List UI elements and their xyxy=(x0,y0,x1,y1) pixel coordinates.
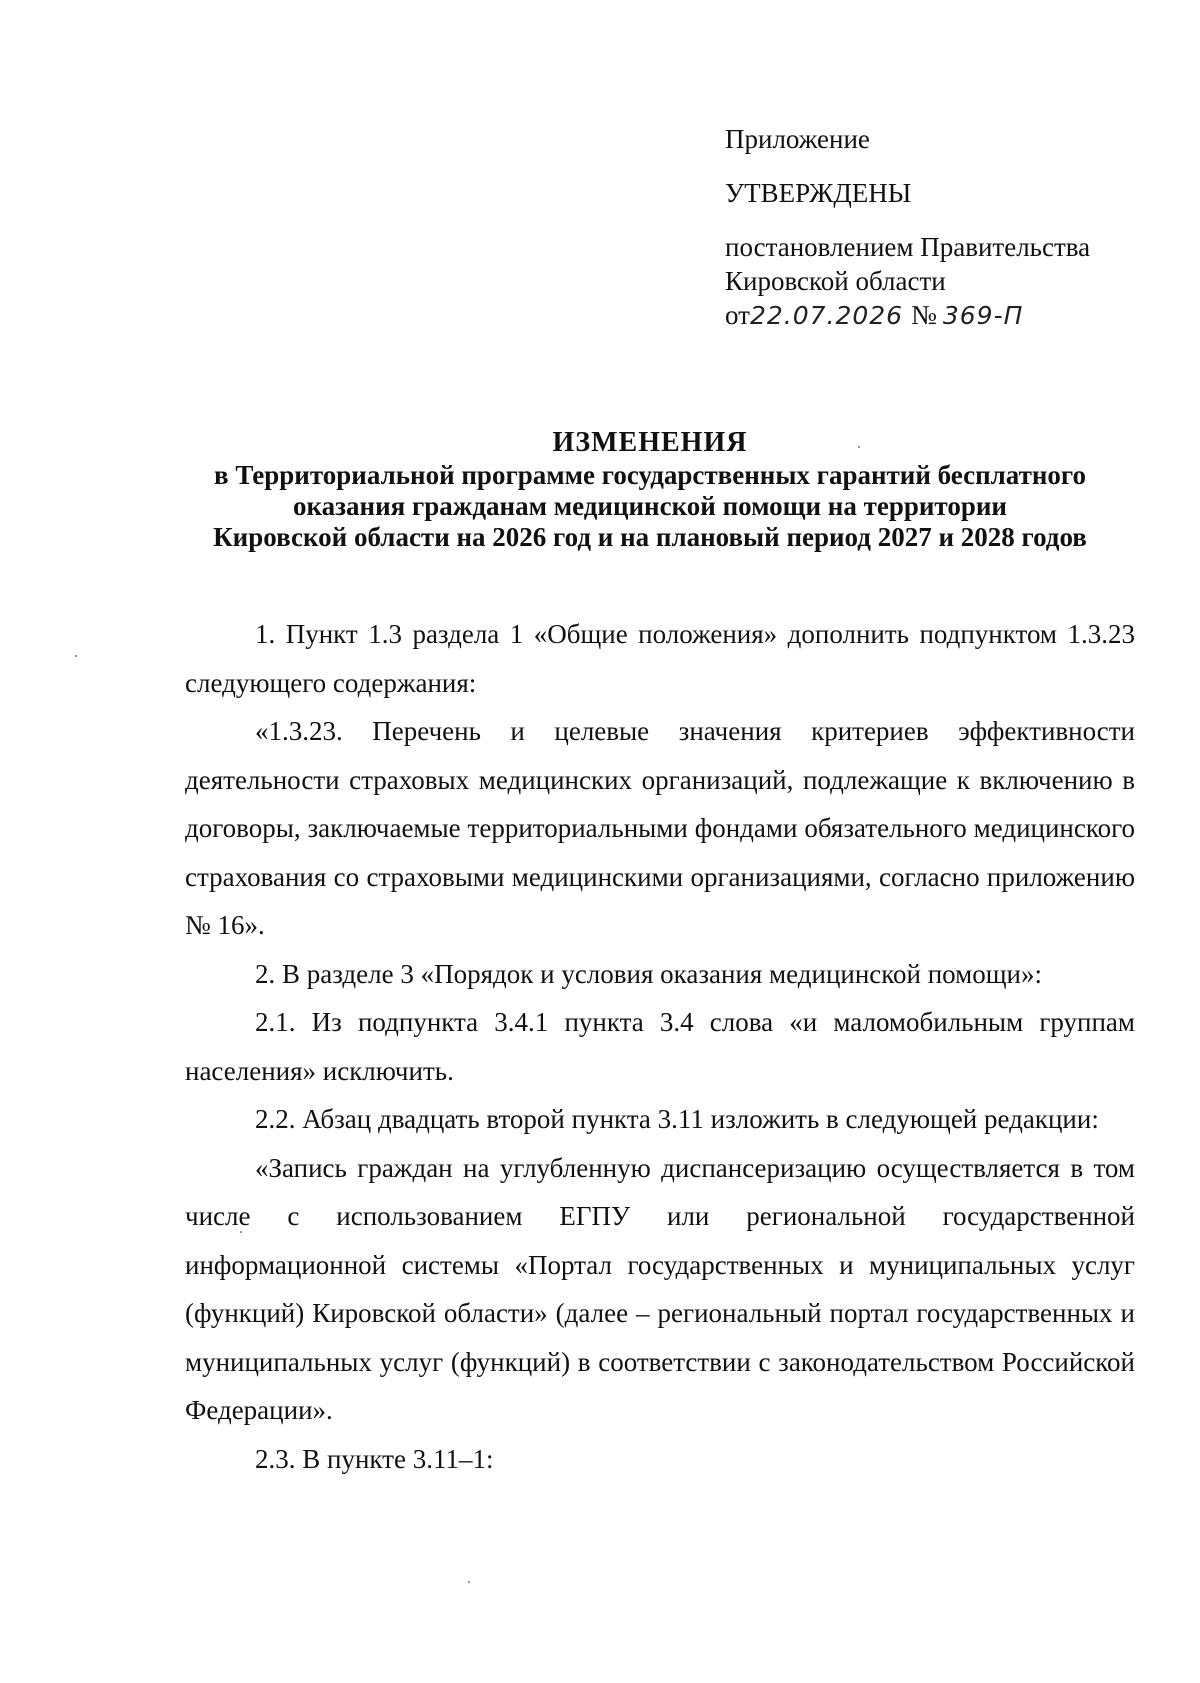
paragraph-4: 2.1. Из подпункта 3.4.1 пункта 3.4 слова «и маломобильным группам населения» исключить. xyxy=(185,1007,1135,1086)
paragraph-3: 2. В разделе 3 «Порядок и условия оказания медицинской помощи»: xyxy=(255,958,1042,989)
resolution-line-2: Кировской области xyxy=(725,266,946,296)
appendix-label: Приложение xyxy=(725,124,870,154)
title-main: ИЗМЕНЕНИЯ xyxy=(552,427,748,458)
handwritten-date: 22.07.2026 xyxy=(749,301,904,330)
scan-speck xyxy=(468,1581,470,1583)
date-prefix: от xyxy=(725,300,750,330)
paragraph-5: 2.2. Абзац двадцать второй пункта 3.11 изложить в следующей редакции: xyxy=(255,1104,1099,1134)
title-line-3: Кировской области на 2026 год и на плановый период 2027 и 2028 годов xyxy=(213,522,1087,552)
number-sign: № xyxy=(911,300,937,330)
document-title xyxy=(150,427,1150,553)
document-body xyxy=(185,610,1135,1483)
scan-speck xyxy=(858,446,860,448)
paragraph-2: «1.3.23. Перечень и целевые значения критериев эффективности деятельности страховых медицинских организаций, подлежащие к включению в договоры, заключаемые территориальными фондами обязательного медицинского страхования со страховыми медицинскими организациями, согласно приложению № 16». xyxy=(185,716,1135,940)
title-line-1: в Территориальной программе государственных гарантий бесплатного xyxy=(213,460,1086,490)
approved-label: УТВЕРЖДЕНЫ xyxy=(725,178,912,208)
paragraph-6: «Запись граждан на углубленную диспансеризацию осуществляется в том числе с использованием ЕГПУ или региональной государственной информационной системы «Портал государственных и муниципальных услуг (функций) Кировской области» (далее – региональный портал государственных и муниципальных услуг (функций) в соответствии с законодательством Российской Федерации». xyxy=(185,1152,1135,1425)
scan-speck xyxy=(240,1231,242,1233)
resolution-date-line xyxy=(725,298,1090,333)
handwritten-number: 369-П xyxy=(942,301,1024,330)
approval-block xyxy=(725,122,1090,333)
paragraph-1: 1. Пункт 1.3 раздела 1 «Общие положения» дополнить подпунктом 1.3.23 следующего содержания: xyxy=(185,619,1135,698)
title-line-2: оказания гражданам медицинской помощи на территории xyxy=(293,491,1007,521)
paragraph-7: 2.3. В пункте 3.11–1: xyxy=(255,1443,494,1474)
resolution-line-1: постановлением Правительства xyxy=(725,232,1091,262)
scan-speck xyxy=(75,655,77,657)
